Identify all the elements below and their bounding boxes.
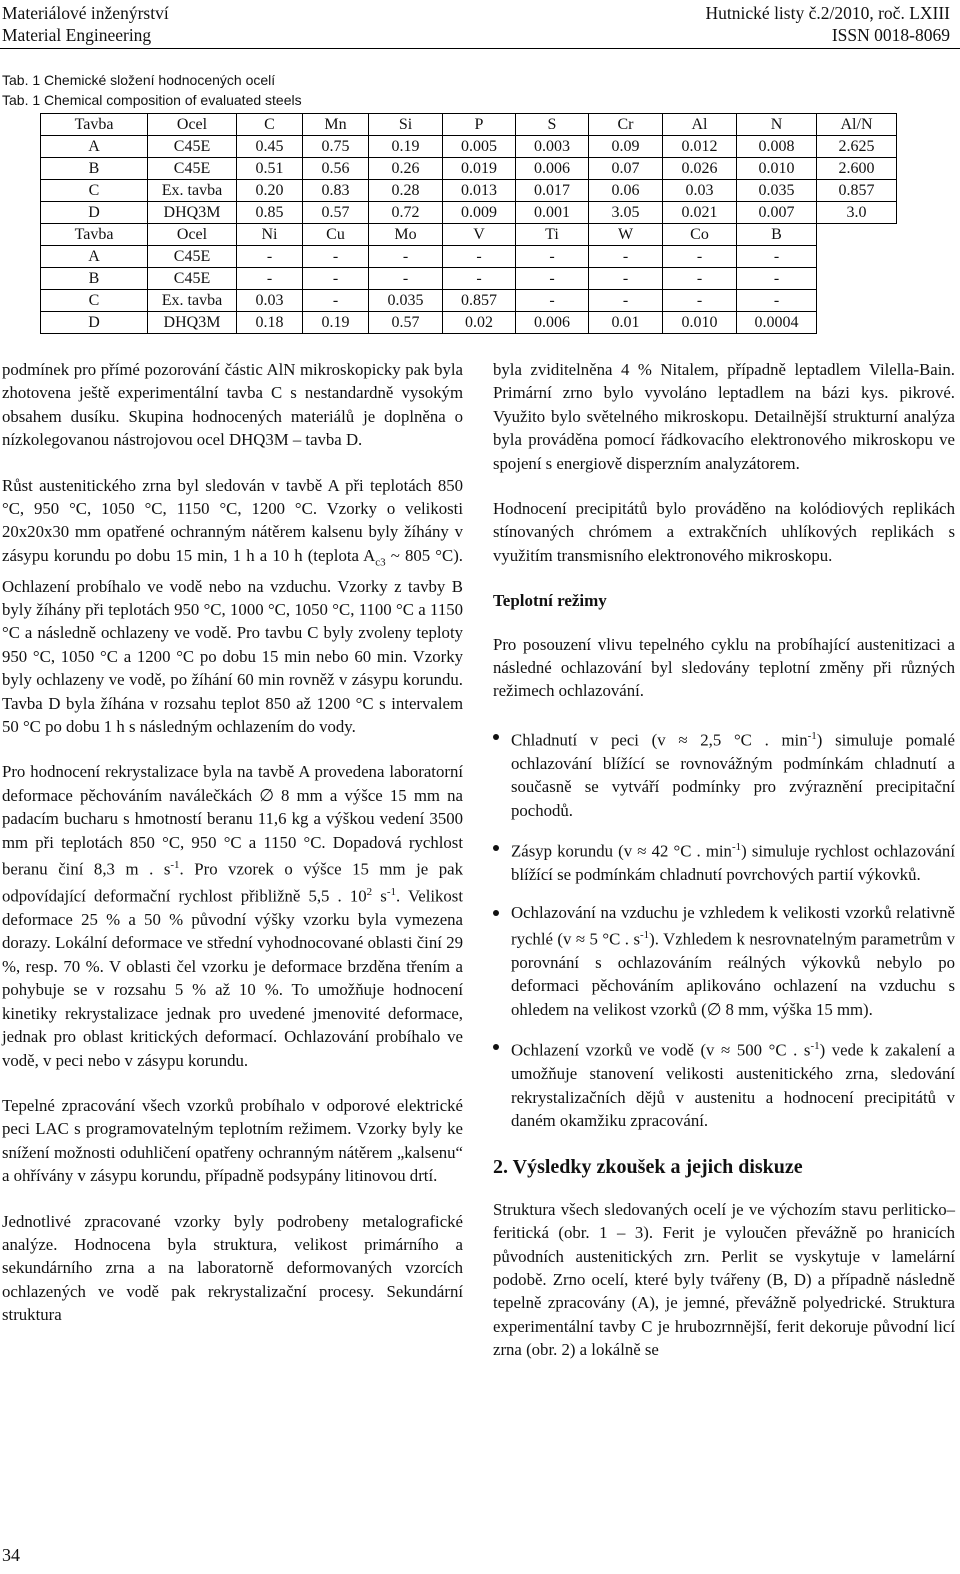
table-cell: A <box>41 246 148 268</box>
paragraph: Pro posouzení vlivu tepelného cyklu na probíhající austenitizaci a následné ochlazování byl sledovány teplotní změny při různých režimech ochlazování. <box>493 634 955 701</box>
table-cell: - <box>589 290 663 312</box>
header-rule <box>0 48 960 49</box>
bullet-icon <box>493 845 499 851</box>
table-cell: - <box>443 268 516 290</box>
section-en: Material Engineering <box>2 25 152 45</box>
table-cell: - <box>516 290 589 312</box>
table-cell: 0.03 <box>663 180 737 202</box>
table-cell: - <box>303 246 369 268</box>
table-cell: Tavba <box>41 114 148 136</box>
table-cell: Ocel <box>148 114 237 136</box>
table-cell: 2.600 <box>817 158 897 180</box>
table-cell: 0.012 <box>663 136 737 158</box>
table-cell: 0.008 <box>737 136 817 158</box>
table-cell: 0.45 <box>237 136 303 158</box>
table-cell: - <box>237 268 303 290</box>
table-cell: 0.19 <box>369 136 443 158</box>
table-cell: Cu <box>303 224 369 246</box>
section-cz: Materiálové inženýrství <box>2 3 169 23</box>
table-cell: 0.01 <box>589 312 663 334</box>
table-cell: 0.857 <box>443 290 516 312</box>
table-cell: - <box>443 246 516 268</box>
table-cell: 0.017 <box>516 180 589 202</box>
table-cell: 0.035 <box>369 290 443 312</box>
left-column <box>2 358 463 1349</box>
empty-cell <box>817 246 897 268</box>
paragraph: Struktura všech sledovaných ocelí je ve výchozím stavu perliticko–feritická (obr. 1 – 3). Ferit je vyloučen převážně po hranicích původních austenitických zrn. Perlit se vyskytuje v lamelární podobě. Zrno ocelí, které byly tvářeny (B, D) a případně následně tepelně zpracovány (A), je jemné, převážně polyedrické. Struktura experimentální tavby C je hrubozrnnější, ferit dekoruje původní licí zrna (obr. 2) a lokálně se <box>493 1199 955 1360</box>
table-caption-en: Tab. 1 Chemical composition of evaluated steels <box>2 92 302 108</box>
table-cell: W <box>589 224 663 246</box>
table-cell: 0.56 <box>303 158 369 180</box>
table-cell: Si <box>369 114 443 136</box>
table-cell: D <box>41 312 148 334</box>
table-cell: P <box>443 114 516 136</box>
table-cell: - <box>516 246 589 268</box>
table-cell: 0.57 <box>303 202 369 224</box>
table-cell: - <box>237 246 303 268</box>
table-cell: 0.001 <box>516 202 589 224</box>
table-cell: 0.857 <box>817 180 897 202</box>
list-item: Zásyp korundu (v ≈ 42 °C . $\min^{-1}$) simuluje rychlost ochlazování blížící se podmínkám chladnutí povrchových partií výkovků. <box>493 836 955 886</box>
table-cell: Ex. tavba <box>148 290 237 312</box>
table-cell: 0.009 <box>443 202 516 224</box>
table-cell: - <box>303 268 369 290</box>
paragraph: byla zviditelněna 4 % Nitalem, případně leptadlem Vilella-Bain. Primární zrno bylo vyvoláno leptadlem na bázi kys. pikrové. Využito bylo světelného mikroskopu. Detailnější strukturní analýza byla prováděna pomocí řádkovacího elektronového mikroskopu ve spojení s energiově disperzním analyzátorem. <box>493 360 955 473</box>
table-cell: 3.05 <box>589 202 663 224</box>
table-cell: 0.006 <box>516 158 589 180</box>
table-cell: 0.021 <box>663 202 737 224</box>
table-cell: Co <box>663 224 737 246</box>
table-cell: C45E <box>148 246 237 268</box>
table-cell: DHQ3M <box>148 202 237 224</box>
table-cell: C <box>237 114 303 136</box>
bullet-icon <box>493 910 499 916</box>
table-cell: 0.013 <box>443 180 516 202</box>
empty-cell <box>817 290 897 312</box>
table-cell: 0.20 <box>237 180 303 202</box>
table-cell: Mn <box>303 114 369 136</box>
paragraph: Tepelné zpracování všech vzorků probíhalo v odporové elektrické peci LAC s programovatelným teplotním režimem. Vzorky byly ke snížení možnosti oduhličení opatřeny ochranným nátěrem „kalsenu“ a ohřívány v zásypu korundu, případně podsypány litinovou drtí. <box>2 1095 463 1186</box>
table-cell: 0.0004 <box>737 312 817 334</box>
table-cell: - <box>663 290 737 312</box>
empty-cell <box>817 312 897 334</box>
table-cell: N <box>737 114 817 136</box>
table-cell: 0.03 <box>237 290 303 312</box>
table-cell: C45E <box>148 136 237 158</box>
table-cell: 0.85 <box>237 202 303 224</box>
table-cell: 0.83 <box>303 180 369 202</box>
table-row <box>41 136 897 158</box>
table-cell: - <box>737 290 817 312</box>
table-cell: 0.026 <box>663 158 737 180</box>
table-cell: Al/N <box>817 114 897 136</box>
table-cell: 0.57 <box>369 312 443 334</box>
paragraph: Růst austenitického zrna byl sledován v tavbě A při teplotách 850 °C, 950 °C, 1050 °C, 1150 °C, 1200 °C. Vzorky o velikosti 20x20x30 mm opatřené ochranným nátěrem kalsenu byly žíhány v zásypu korundu po dobu 15 min, 1 h a 10 h (teplota $A_{c3}$ ~ 805 °C). Ochlazení probíhalo ve vodě nebo na vzduchu. Vzorky z tavby B byly žíhány při teplotách 950 °C, 1000 °C, 1050 °C, 1100 °C a 1150 °C a následně ochlazeny ve vodě. Pro tavbu C byly zvoleny teploty 950 °C, 1050 °C a 1200 °C po dobu 15 min nebo 60 min. Vzorky byly ochlazeny ve vodě, po žíhání 60 min rovněž v zásypu korundu. Tavba D byla žíhána v rozsahu teplot 850 až 1200 °C s intervalem 50 °C po dobu 1 h s následným ochlazením do vody. <box>2 475 463 737</box>
table-cell: 0.28 <box>369 180 443 202</box>
table-row <box>41 158 897 180</box>
table-cell: B <box>41 268 148 290</box>
table-cell: 0.51 <box>237 158 303 180</box>
table-cell: - <box>737 268 817 290</box>
table-row <box>41 114 897 136</box>
table-cell: 0.019 <box>443 158 516 180</box>
table-cell: 0.005 <box>443 136 516 158</box>
table-cell: Al <box>663 114 737 136</box>
table-cell: 2.625 <box>817 136 897 158</box>
table-cell: D <box>41 202 148 224</box>
table-cell: 0.75 <box>303 136 369 158</box>
empty-cell <box>817 268 897 290</box>
paragraph: Jednotlivé zpracované vzorky byly podrobeny metalografické analýze. Hodnocena byla struktura, velikost primárního a sekundárního zrna a na laboratorně deformovaných vzorcích ochlazených ve vodě pak rekrystalizační procesy. Sekundární struktura <box>2 1211 463 1325</box>
section-heading: 2. Výsledky zkoušek a jejich diskuze <box>493 1156 803 1179</box>
journal-section <box>2 2 169 46</box>
table-cell: - <box>663 246 737 268</box>
table-row <box>41 268 897 290</box>
table-cell: 0.06 <box>589 180 663 202</box>
table-cell: Ocel <box>148 224 237 246</box>
table-cell: - <box>663 268 737 290</box>
table-cell: - <box>369 268 443 290</box>
table-cell: - <box>589 268 663 290</box>
table-row <box>41 312 897 334</box>
table-cell: - <box>303 290 369 312</box>
table-cell: 0.02 <box>443 312 516 334</box>
table-caption-cz: Tab. 1 Chemické složení hodnocených ocelí <box>2 72 276 88</box>
table-cell: Tavba <box>41 224 148 246</box>
table-cell: B <box>737 224 817 246</box>
empty-cell <box>817 224 897 246</box>
chemical-composition-table <box>40 113 897 334</box>
table-cell: S <box>516 114 589 136</box>
right-column <box>493 358 955 1384</box>
cooling-modes-list <box>493 725 955 1132</box>
table-cell: 0.18 <box>237 312 303 334</box>
table-cell: Ex. tavba <box>148 180 237 202</box>
table-row <box>41 246 897 268</box>
table-row <box>41 224 897 246</box>
list-item: Ochlazování na vzduchu je vzhledem k velikosti vzorků relativně rychlé (v ≈ 5 °C . $s^{-1}$). Vzhledem k nesrovnatelným parametrům v porovnání s ochlazováním reálných výkovků nebylo po deformaci pěchováním aplikováno ochlazení na vzduchu s ohledem na velikost vzorků (∅ 8 mm, výška 15 mm). <box>493 901 955 1022</box>
table-cell: DHQ3M <box>148 312 237 334</box>
issue-title: Hutnické listy č.2/2010, roč. LXIII <box>705 3 950 23</box>
table-cell: B <box>41 158 148 180</box>
paragraph: Hodnocení precipitátů bylo prováděno na kolódiových replikách stínovaných chrómem a extrakčních uhlíkových replikách s využitím transmisního elektronového mikroskopu. <box>493 499 955 565</box>
bullet-icon <box>493 1044 499 1050</box>
table-cell: C45E <box>148 158 237 180</box>
journal-issue <box>706 2 950 46</box>
table-cell: C <box>41 180 148 202</box>
table-cell: - <box>369 246 443 268</box>
table-cell: 0.26 <box>369 158 443 180</box>
table-cell: Ni <box>237 224 303 246</box>
table-cell: Ti <box>516 224 589 246</box>
issn: ISSN 0018-8069 <box>831 25 950 45</box>
table-cell: - <box>737 246 817 268</box>
table-cell: 0.010 <box>663 312 737 334</box>
table-cell: - <box>589 246 663 268</box>
table-cell: Mo <box>369 224 443 246</box>
table-row <box>41 290 897 312</box>
table-cell: 0.72 <box>369 202 443 224</box>
bullet-icon <box>493 734 499 740</box>
table-cell: Cr <box>589 114 663 136</box>
table-row <box>41 202 897 224</box>
table-cell: C <box>41 290 148 312</box>
table-cell: 0.006 <box>516 312 589 334</box>
table-cell: A <box>41 136 148 158</box>
table-cell: 0.07 <box>589 158 663 180</box>
table-row <box>41 180 897 202</box>
table-cell: 0.09 <box>589 136 663 158</box>
table-cell: - <box>516 268 589 290</box>
list-item: Ochlazení vzorků ve vodě (v ≈ 500 °C . $s^{-1}$) vede k zakalení a umožňuje stanovení velikosti austenitického zrna, sledování rekrystalizačních dějů v austenitu a hodnocení precipitátů v daném okamžiku zpracování. <box>493 1035 955 1132</box>
table-cell: 0.010 <box>737 158 817 180</box>
section-heading: Teplotní režimy <box>493 591 607 611</box>
paragraph: podmínek pro přímé pozorování částic AlN mikroskopicky pak byla zhotovena ještě experimentální tavba C s nestandardně vysokým obsahem dusíku. Skupina hodnocených materiálů je doplněna o nízkolegovanou nástrojovou ocel DHQ3M – tavba D. <box>2 360 463 450</box>
list-item: Chladnutí v peci (v ≈ 2,5 °C . $\min^{-1}$) simuluje pomalé ochlazování blížící se rovnovážným podmínkám chladnutí a současně se vytváří podmínky pro zvýraznění precipitační pochodů. <box>493 725 955 822</box>
table-cell: 3.0 <box>817 202 897 224</box>
table-cell: 0.035 <box>737 180 817 202</box>
table-cell: 0.19 <box>303 312 369 334</box>
table-cell: V <box>443 224 516 246</box>
table-cell: 0.003 <box>516 136 589 158</box>
table-cell: C45E <box>148 268 237 290</box>
page-number: 34 <box>2 1545 20 1565</box>
paragraph: Pro hodnocení rekrystalizace byla na tavbě A provedena laboratorní deformace pěchováním naválečkách ∅ 8 mm a výšce 15 mm na padacím bucharu s hmotností beranu 11,6 kg a výškou vedení 3500 mm při teplotách 850 °C, 950 °C a 1150 °C. Dopadová rychlost beranu činí 8,3 m . $s^{-1}$. Pro vzorek o výšce 15 mm je pak odpovídající deformační rychlost přibližně 5,5 . $10^2$ $s^{-1}$. Velikost deformace 25 % a 50 % původní výšky vzorku byla vymezena dorazy. Lokální deformace ve střední vyhodnocované oblasti činí 29 %, resp. 70 %. V oblasti čel vzorku je deformace brzděna třením a pohybuje se v rozsahu 5 % až 10 %. To umožňuje hodnocení kinetiky rekrystalizace jednak pro uvedené jmenovité deformace, jednak pro oblast kritických deformací. Ochlazování probíhalo ve vodě, v peci nebo v zásypu korundu. <box>2 762 463 1070</box>
table-cell: 0.007 <box>737 202 817 224</box>
